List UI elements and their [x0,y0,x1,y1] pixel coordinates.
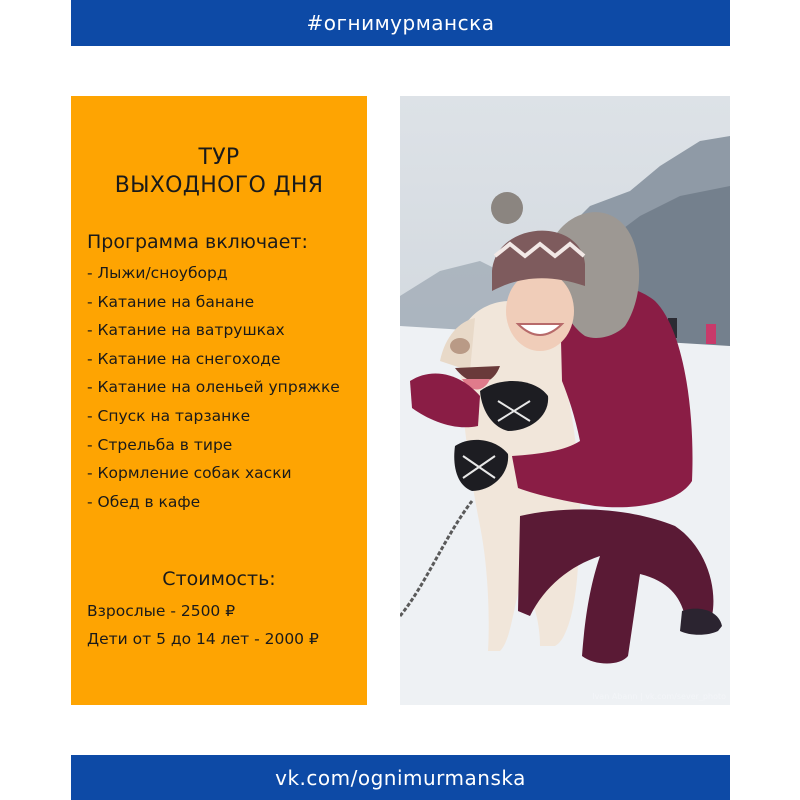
price-heading: Стоимость: [162,568,276,590]
husky-photo [400,96,730,705]
program-item: - Катание на ватрушках [87,321,285,340]
price-adults: Взрослые - 2500 ₽ [87,602,236,620]
tour-info-panel [71,96,367,705]
bottom-banner [71,755,730,800]
tour-title-line-2: ВЫХОДНОГО ДНЯ [114,173,324,198]
program-item: - Кормление собак хаски [87,464,292,483]
program-item: - Спуск на тарзанке [87,406,251,425]
background-person [706,324,716,344]
photo-illustration [400,96,730,705]
hat-pompom [491,192,523,224]
program-item: - Катание на банане [87,292,255,311]
program-heading: Программа включает: [87,231,308,253]
hashtag-text: #огнимурманска [306,11,495,35]
vk-link[interactable]: vk.com/ognimurmanska [275,765,526,790]
price-kids: Дети от 5 до 14 лет - 2000 ₽ [87,630,319,648]
photo-watermark: Ivan Abann | vk.com/sever_photo [592,692,726,701]
program-item: - Катание на оленьей упряжке [87,378,340,397]
program-item: - Обед в кафе [87,492,201,511]
tour-title [71,144,367,200]
girl-face [506,271,574,351]
top-banner [71,0,730,46]
program-item: - Стрельба в тире [87,435,233,454]
program-list [87,259,359,516]
program-item: - Катание на снегоходе [87,349,281,368]
tour-title-line-1: ТУР [198,145,240,170]
dog-nose [450,338,470,354]
program-item: - Лыжи/сноуборд [87,264,228,282]
